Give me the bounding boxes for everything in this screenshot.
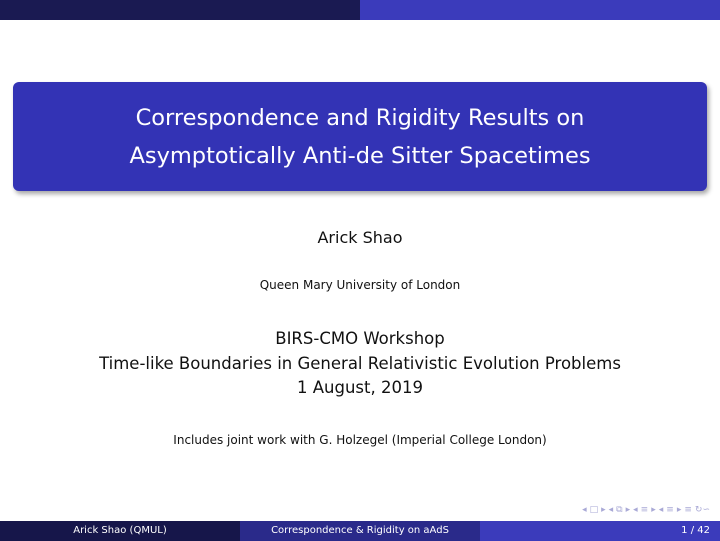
nav-next-part-icon[interactable]: ▸ [676,505,682,515]
nav-subsection-icon[interactable]: ⧉ [616,505,623,515]
title-line-2: Asymptotically Anti-de Sitter Spacetimes [129,142,591,169]
nav-prev-frame-icon[interactable]: ◂ [582,505,587,515]
footer-bar [0,521,720,541]
event-subtitle: Time-like Boundaries in General Relativistic Evolution Problems [99,353,621,373]
header-bar-right [360,0,720,20]
nav-search-icon[interactable]: ↻∽ [694,505,710,515]
footer-short-title: Correspondence & Rigidity on aAdS [240,521,480,541]
event-block [0,327,720,401]
joint-work-note: Includes joint work with G. Holzegel (Imperial College London) [173,433,547,447]
nav-section-icon[interactable]: ≡ [640,505,649,515]
event-name: BIRS-CMO Workshop [275,329,445,348]
nav-prev-part-icon[interactable]: ◂ [658,505,664,515]
navigation-symbols [460,503,710,517]
nav-next-section-icon[interactable]: ▸ [651,505,656,515]
institute: Queen Mary University of London [259,278,461,292]
footer-author: Arick Shao (QMUL) [0,521,240,541]
author-name: Arick Shao [317,228,403,247]
title-line-1: Correspondence and Rigidity Results on [135,104,585,131]
title-box [13,82,707,191]
nav-frame-icon[interactable]: □ [589,505,599,515]
nav-next-subsection-icon[interactable]: ▸ [625,505,631,515]
nav-next-frame-icon[interactable]: ▸ [601,505,606,515]
header-bar-left [0,0,360,20]
event-date: 1 August, 2019 [297,378,423,397]
nav-prev-section-icon[interactable]: ◂ [633,505,638,515]
nav-part-icon[interactable]: ≡ [666,505,674,515]
nav-prev-subsection-icon[interactable]: ◂ [608,505,614,515]
nav-align-icon[interactable]: ≡ [684,505,692,515]
footer-page-number: 1 / 42 [480,521,720,541]
header-bar [0,0,720,20]
